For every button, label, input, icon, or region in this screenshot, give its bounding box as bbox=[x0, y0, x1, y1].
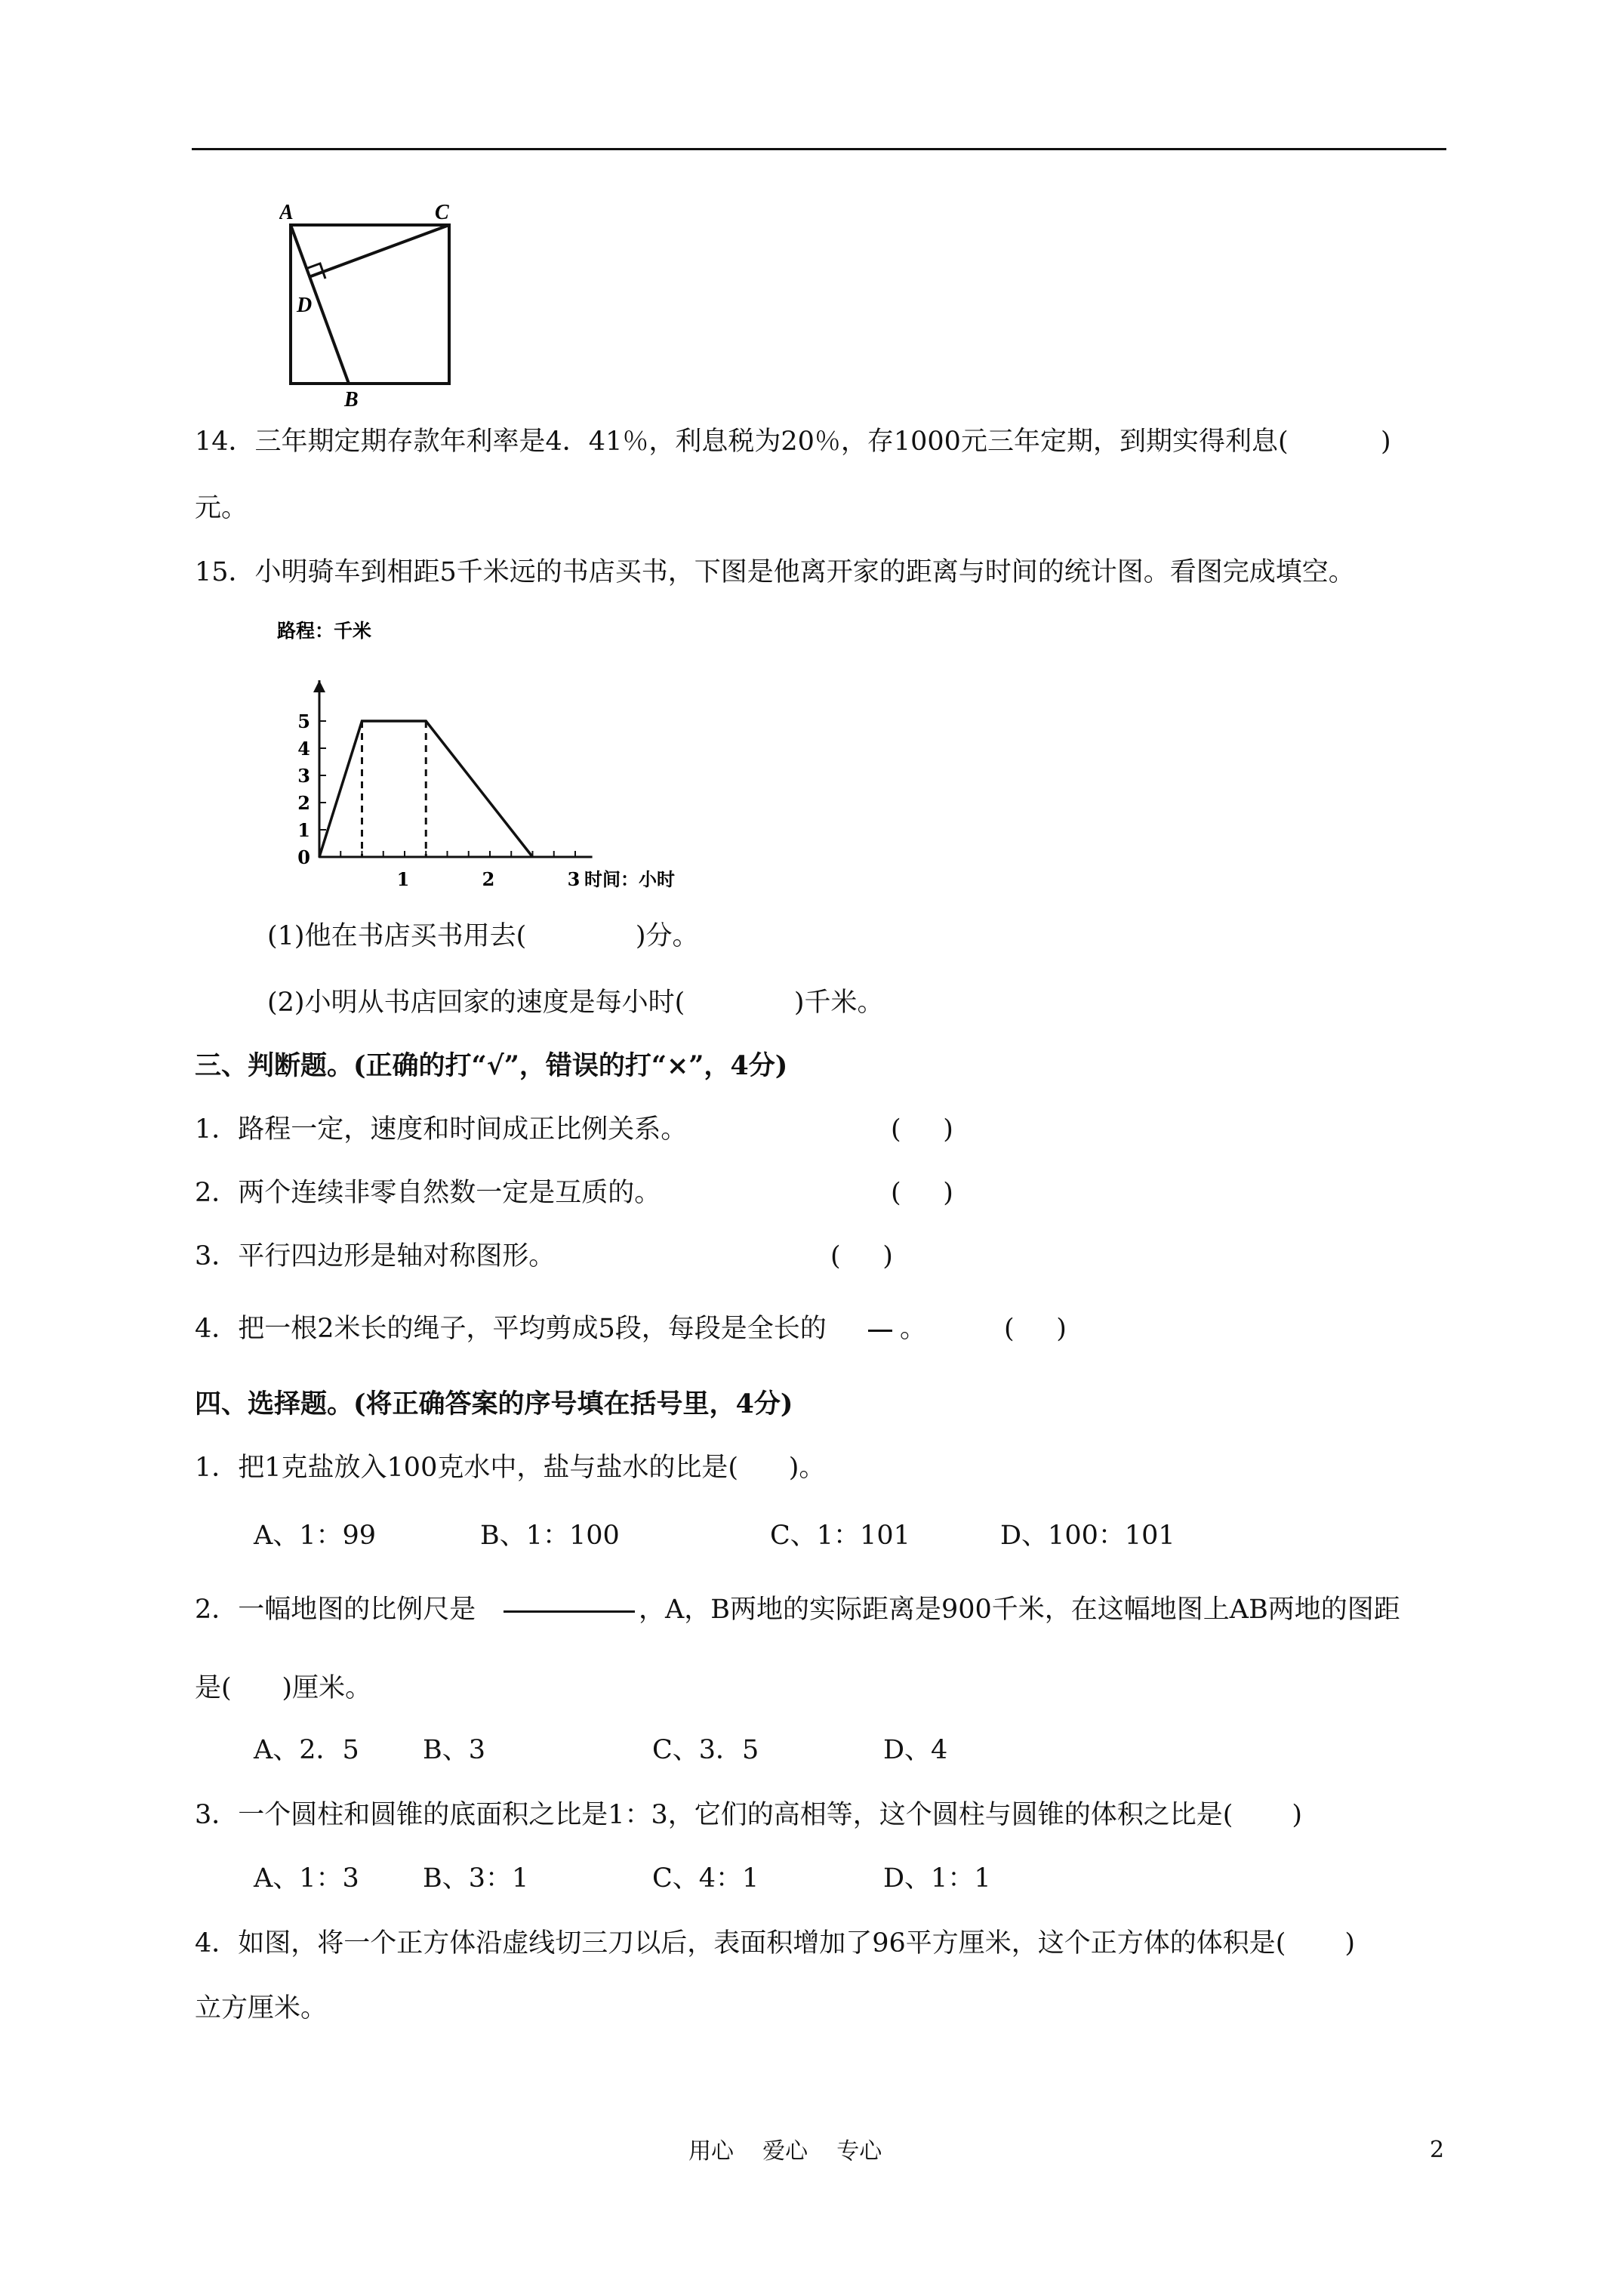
s4-q3-stem: 3．一个圆柱和圆锥的底面积之比是1：3，它们的高相等，这个圆柱与圆锥的体积之比是( ) bbox=[195, 1800, 1302, 1830]
q15-stem: 15．小明骑车到相距5千米远的书店买书，下图是他离开家的距离与时间的统计图。看图完成填空。 bbox=[195, 557, 1355, 587]
s4-q3-option-a: A、1：3 bbox=[254, 1863, 359, 1894]
scale-bar bbox=[504, 1610, 635, 1613]
square-figure bbox=[279, 196, 460, 408]
q15-sub1: (1)他在书店买书用去( )分。 bbox=[267, 921, 699, 951]
chart-axes bbox=[297, 680, 675, 890]
s4-q2-stem-a: 2．一幅地图的比例尺是 bbox=[195, 1595, 476, 1625]
s3-item2-paren: ( ) bbox=[891, 1178, 953, 1208]
q14-line1: 14．三年期定期存款年利率是4．41％，利息税为20％，存1000元三年定期，到期实得利息( ) bbox=[195, 427, 1391, 457]
label-d: D bbox=[297, 294, 313, 317]
label-c: C bbox=[435, 201, 449, 224]
series-point bbox=[361, 720, 363, 723]
fraction-bar bbox=[868, 1330, 892, 1332]
page-number: 2 bbox=[1430, 2137, 1445, 2163]
q14-line2: 元。 bbox=[195, 493, 248, 523]
distance-time-chart bbox=[268, 612, 721, 898]
section3-title: 三、判断题。(正确的打“√”，错误的打“×”，4分) bbox=[195, 1050, 788, 1081]
s3-item3-paren: ( ) bbox=[830, 1241, 893, 1271]
q15-sub2: (2)小明从书店回家的速度是每小时( )千米。 bbox=[267, 988, 884, 1018]
series-point bbox=[425, 720, 427, 723]
y-tick-label: 5 bbox=[297, 710, 310, 732]
s4-q1-option-b: B、1：100 bbox=[480, 1521, 620, 1551]
s4-q2-line2: 是( )厘米。 bbox=[195, 1673, 372, 1703]
s3-item2-text: 2．两个连续非零自然数一定是互质的。 bbox=[195, 1178, 661, 1208]
y-tick-label: 4 bbox=[297, 738, 310, 760]
x-tick-label: 3 bbox=[567, 868, 581, 890]
series-point bbox=[531, 856, 534, 858]
x-tick-label: 1 bbox=[396, 868, 410, 890]
s4-q2-option-a: A、2．5 bbox=[254, 1735, 359, 1765]
y-tick-label: 3 bbox=[297, 765, 310, 787]
s3-item1-text: 1．路程一定，速度和时间成正比例关系。 bbox=[195, 1114, 688, 1145]
s3-item4-paren: ( ) bbox=[1004, 1314, 1067, 1344]
section4-title: 四、选择题。(将正确答案的序号填在括号里，4分) bbox=[195, 1388, 793, 1419]
s4-q3-option-b: B、3：1 bbox=[423, 1863, 529, 1894]
s3-item4-suffix: 。 bbox=[900, 1314, 927, 1344]
s4-q1-option-d: D、100：101 bbox=[1000, 1521, 1175, 1551]
y-tick-label: 1 bbox=[297, 819, 310, 841]
s4-q2-option-c: C、3．5 bbox=[652, 1735, 759, 1765]
segment-cd bbox=[309, 225, 449, 277]
y-tick-label: 2 bbox=[297, 792, 310, 814]
chart-marks bbox=[319, 720, 534, 858]
y-axis-arrow bbox=[313, 680, 325, 692]
s4-q3-option-d: D、1：1 bbox=[883, 1863, 991, 1894]
s4-q3-option-c: C、4：1 bbox=[652, 1863, 759, 1894]
x-tick-label: 2 bbox=[482, 868, 495, 890]
header-rule bbox=[192, 148, 1446, 150]
chart-ylabel: 路程：千米 bbox=[277, 620, 372, 642]
s4-q1-stem: 1．把1克盐放入100克水中，盐与盐水的比是( )。 bbox=[195, 1453, 826, 1483]
s4-q2-option-b: B、3 bbox=[423, 1735, 485, 1765]
s3-item1-paren: ( ) bbox=[891, 1114, 953, 1145]
s4-q2-stem-b: ，A，B两地的实际距离是900千米，在这幅地图上AB两地的图距 bbox=[639, 1595, 1400, 1625]
s4-q2-option-d: D、4 bbox=[883, 1735, 948, 1765]
s4-q1-option-c: C、1：101 bbox=[770, 1521, 910, 1551]
s3-item3-text: 3．平行四边形是轴对称图形。 bbox=[195, 1241, 556, 1271]
label-b: B bbox=[344, 388, 359, 408]
footer-motto: 用心 爱心 专心 bbox=[688, 2138, 882, 2165]
y-tick-label: 0 bbox=[297, 846, 310, 868]
label-a: A bbox=[279, 201, 294, 224]
square-outline bbox=[291, 225, 449, 384]
s4-q1-option-a: A、1：99 bbox=[254, 1521, 377, 1551]
series-point bbox=[319, 856, 321, 858]
s4-q4-line2: 立方厘米。 bbox=[195, 1993, 328, 2023]
s3-item4-text: 4．把一根2米长的绳子，平均剪成5段，每段是全长的 bbox=[195, 1314, 827, 1344]
s4-q4-line1: 4．如图，将一个正方体沿虚线切三刀以后，表面积增加了96平方厘米，这个正方体的体积是( ) bbox=[195, 1928, 1355, 1959]
x-axis-label: 时间：小时 bbox=[584, 868, 675, 890]
